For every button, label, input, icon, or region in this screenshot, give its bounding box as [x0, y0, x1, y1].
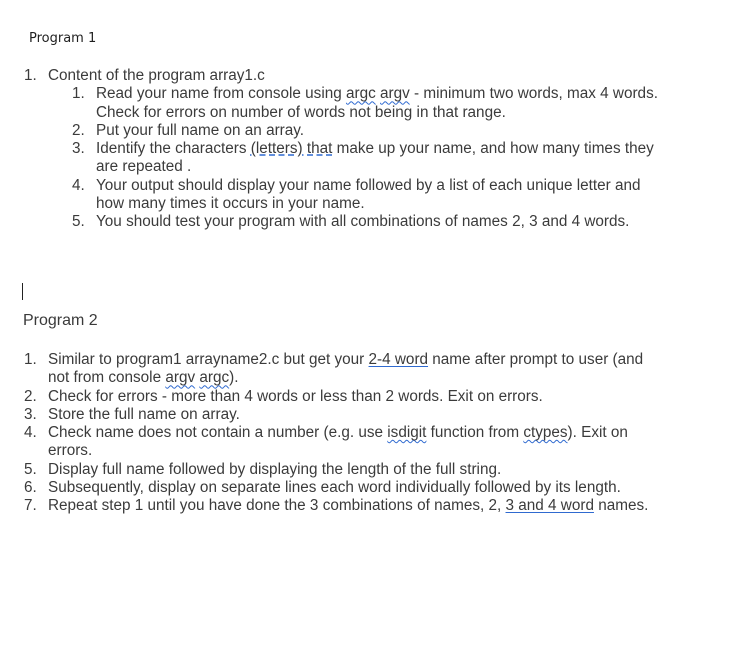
list-item — [24, 424, 664, 461]
list-item-text: Subsequently, display on separate lines each word individually followed by its length. — [48, 479, 621, 497]
list-item — [24, 497, 664, 515]
spellcheck-word[interactable]: argv — [165, 369, 196, 387]
list-number: 7. — [24, 497, 37, 515]
list-item — [72, 85, 664, 122]
list-item-text: Store the full name on array. — [48, 405, 240, 423]
text-cursor — [22, 283, 23, 300]
list-item-text: You should test your program with all combinations of names 2, 3 and 4 words. — [96, 213, 630, 231]
list-item-text: Check name does not contain a number (e.g. use isdigit function from ctypes). Exit on errors. — [48, 424, 628, 460]
list-number: 1. — [72, 85, 85, 103]
program-1-heading: Program 1 — [29, 31, 97, 46]
list-item-text: Similar to program1 arrayname2.c but get your 2-4 word name after prompt to user (and not from console argv argc). — [48, 351, 644, 387]
list-item — [72, 177, 664, 214]
list-item — [24, 351, 664, 388]
list-item — [24, 479, 664, 497]
spellcheck-word[interactable]: argc — [199, 369, 230, 387]
list-item-text: Your output should display your name followed by a list of each unique letter and how many times it occurs in your name. — [96, 176, 641, 213]
list-item — [72, 122, 664, 140]
list-number: 4. — [24, 424, 37, 442]
list-item-text: Read your name from console using argc argv - minimum two words, max 4 words. Check for errors on number of words not being in that range. — [96, 85, 658, 121]
list-number: 3. — [72, 140, 85, 158]
spellcheck-word[interactable]: isdigit — [387, 424, 427, 442]
list-item — [24, 67, 664, 232]
list-number: 2. — [24, 387, 37, 405]
list-item — [24, 461, 664, 479]
list-number: 1. — [24, 351, 37, 368]
list-item-text: Repeat step 1 until you have done the 3 combinations of names, 2, 3 and 4 word names. — [48, 497, 649, 515]
list-number: 2. — [72, 121, 85, 139]
list-item-text: Identify the characters (letters) that make up your name, and how many times they are repeated . — [96, 140, 654, 176]
list-item — [24, 406, 664, 424]
list-item-text: Check for errors - more than 4 words or less than 2 words. Exit on errors. — [48, 387, 543, 405]
program-2-list — [24, 351, 664, 516]
spellcheck-word[interactable]: argv — [380, 85, 410, 103]
spellcheck-word[interactable]: ctypes — [523, 424, 568, 442]
list-item-text: Content of the program array1.c — [48, 67, 265, 84]
grammar-flag[interactable]: (letters) that — [250, 140, 333, 158]
program-1-sublist — [72, 85, 664, 231]
list-item-text: Display full name followed by displaying the length of the full string. — [48, 460, 502, 478]
list-number: 1. — [24, 67, 37, 84]
list-number: 6. — [24, 479, 37, 497]
spellcheck-word[interactable]: argc — [345, 85, 376, 103]
program-2-heading: Program 2 — [23, 312, 98, 329]
list-item — [72, 140, 664, 177]
grammar-flag[interactable]: 3 and 4 word — [505, 497, 594, 515]
list-number: 3. — [24, 405, 37, 423]
list-number: 5. — [72, 213, 85, 231]
list-number: 4. — [72, 176, 85, 194]
list-number: 5. — [24, 460, 37, 478]
list-item-text: Put your full name on an array. — [96, 121, 305, 139]
program-1-list — [24, 67, 664, 232]
list-item — [24, 388, 664, 406]
grammar-flag[interactable]: 2-4 word — [368, 351, 429, 368]
list-item — [72, 213, 664, 231]
